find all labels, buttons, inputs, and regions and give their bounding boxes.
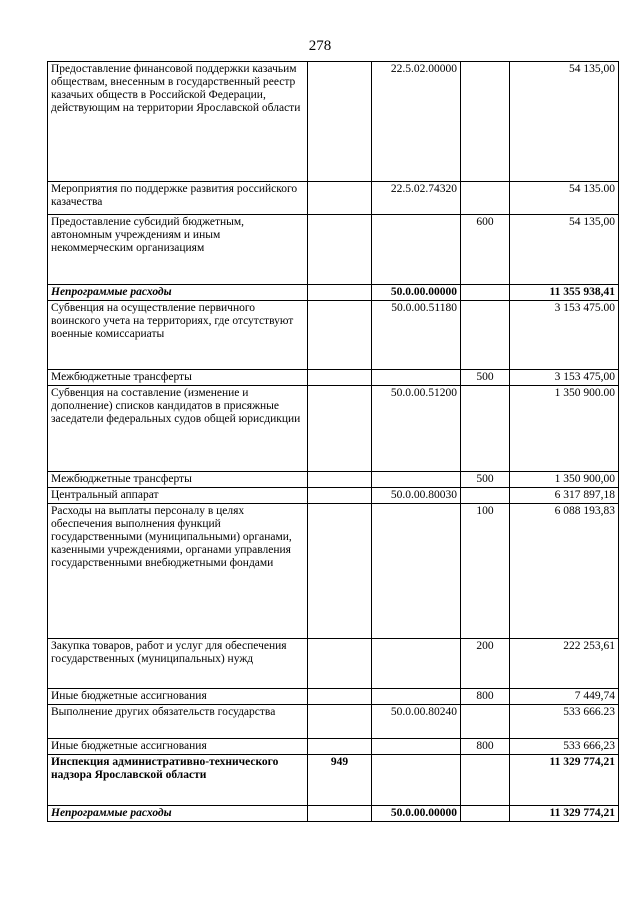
row-amount: 54 135,00	[510, 215, 619, 285]
row-type: 800	[461, 739, 510, 755]
row-dept	[308, 705, 372, 739]
row-dept	[308, 488, 372, 504]
row-name: Расходы на выплаты персоналу в целях обеспечения выполнения функций государственными (муниципальными) органами, казенными учреждениями, органами управления государственными внебюджетными фондами	[48, 504, 308, 639]
row-type: 800	[461, 689, 510, 705]
row-code	[372, 472, 461, 488]
row-name: Непрограммые расходы	[48, 806, 308, 822]
row-dept	[308, 504, 372, 639]
row-type: 200	[461, 639, 510, 689]
row-amount: 533 666,23	[510, 739, 619, 755]
row-code: 50.0.00.51200	[372, 386, 461, 472]
table-row	[48, 639, 619, 689]
row-type	[461, 806, 510, 822]
row-dept	[308, 639, 372, 689]
row-amount: 6 317 897,18	[510, 488, 619, 504]
row-type	[461, 386, 510, 472]
row-name: Закупка товаров, работ и услуг для обеспечения государственных (муниципальных) нужд	[48, 639, 308, 689]
row-dept	[308, 386, 372, 472]
page-number: 278	[308, 38, 332, 54]
row-name: Субвенция на осуществление первичного воинского учета на территориях, где отсутствуют военные комиссариаты	[48, 301, 308, 370]
row-amount: 1 350 900.00	[510, 386, 619, 472]
row-name: Предоставление финансовой поддержки казачьим обществам, внесенным в государственный реестр казачьих обществ в Российской Федерации, действующим на территории Ярославской области	[48, 62, 308, 182]
row-type: 500	[461, 370, 510, 386]
table-row	[48, 182, 619, 215]
row-code	[372, 689, 461, 705]
row-amount: 222 253,61	[510, 639, 619, 689]
table-row	[48, 504, 619, 639]
table-row	[48, 689, 619, 705]
row-name: Иные бюджетные ассигнования	[48, 739, 308, 755]
row-amount: 3 153 475.00	[510, 301, 619, 370]
row-type	[461, 301, 510, 370]
row-dept	[308, 806, 372, 822]
row-amount: 533 666.23	[510, 705, 619, 739]
row-dept	[308, 472, 372, 488]
row-type	[461, 182, 510, 215]
row-dept	[308, 285, 372, 301]
table-row	[48, 62, 619, 182]
row-dept	[308, 182, 372, 215]
row-name: Инспекция административно-технического надзора Ярославской области	[48, 755, 308, 806]
row-name: Центральный аппарат	[48, 488, 308, 504]
row-dept	[308, 301, 372, 370]
row-amount: 11 329 774,21	[510, 755, 619, 806]
row-name: Мероприятия по поддержке развития российского казачества	[48, 182, 308, 215]
row-code	[372, 504, 461, 639]
row-type	[461, 285, 510, 301]
table-row	[48, 301, 619, 370]
table-row	[48, 472, 619, 488]
row-name: Предоставление субсидий бюджетным, автономным учреждениям и иным некоммерческим организациям	[48, 215, 308, 285]
row-dept	[308, 370, 372, 386]
row-name: Межбюджетные трансферты	[48, 370, 308, 386]
row-code: 22.5.02.74320	[372, 182, 461, 215]
row-type: 100	[461, 504, 510, 639]
row-amount: 1 350 900,00	[510, 472, 619, 488]
row-type: 600	[461, 215, 510, 285]
table-row	[48, 705, 619, 739]
row-amount: 11 355 938,41	[510, 285, 619, 301]
row-code	[372, 739, 461, 755]
row-amount: 54 135,00	[510, 62, 619, 182]
row-dept	[308, 62, 372, 182]
table-row	[48, 806, 619, 822]
row-type	[461, 488, 510, 504]
row-code: 50.0.00.51180	[372, 301, 461, 370]
row-dept	[308, 689, 372, 705]
table-row	[48, 370, 619, 386]
row-code: 50.0.00.80030	[372, 488, 461, 504]
row-code	[372, 755, 461, 806]
row-amount: 11 329 774,21	[510, 806, 619, 822]
budget-table	[47, 61, 619, 822]
row-type	[461, 705, 510, 739]
row-code: 50.0.00.00000	[372, 806, 461, 822]
row-dept: 949	[308, 755, 372, 806]
row-type: 500	[461, 472, 510, 488]
row-amount: 6 088 193,83	[510, 504, 619, 639]
row-type	[461, 755, 510, 806]
table-row	[48, 285, 619, 301]
row-code: 50.0.00.00000	[372, 285, 461, 301]
row-name: Иные бюджетные ассигнования	[48, 689, 308, 705]
row-amount: 3 153 475,00	[510, 370, 619, 386]
row-name: Межбюджетные трансферты	[48, 472, 308, 488]
row-name: Субвенция на составление (изменение и дополнение) списков кандидатов в присяжные заседатели федеральных судов общей юрисдикции	[48, 386, 308, 472]
table-row	[48, 739, 619, 755]
table-row	[48, 488, 619, 504]
row-code	[372, 370, 461, 386]
table-row	[48, 386, 619, 472]
row-name: Выполнение других обязательств государства	[48, 705, 308, 739]
row-amount: 7 449,74	[510, 689, 619, 705]
row-code	[372, 639, 461, 689]
row-amount: 54 135.00	[510, 182, 619, 215]
table-row	[48, 755, 619, 806]
row-dept	[308, 215, 372, 285]
row-code: 50.0.00.80240	[372, 705, 461, 739]
row-code	[372, 215, 461, 285]
row-code: 22.5.02.00000	[372, 62, 461, 182]
row-name: Непрограммые расходы	[48, 285, 308, 301]
row-dept	[308, 739, 372, 755]
table-row	[48, 215, 619, 285]
row-type	[461, 62, 510, 182]
